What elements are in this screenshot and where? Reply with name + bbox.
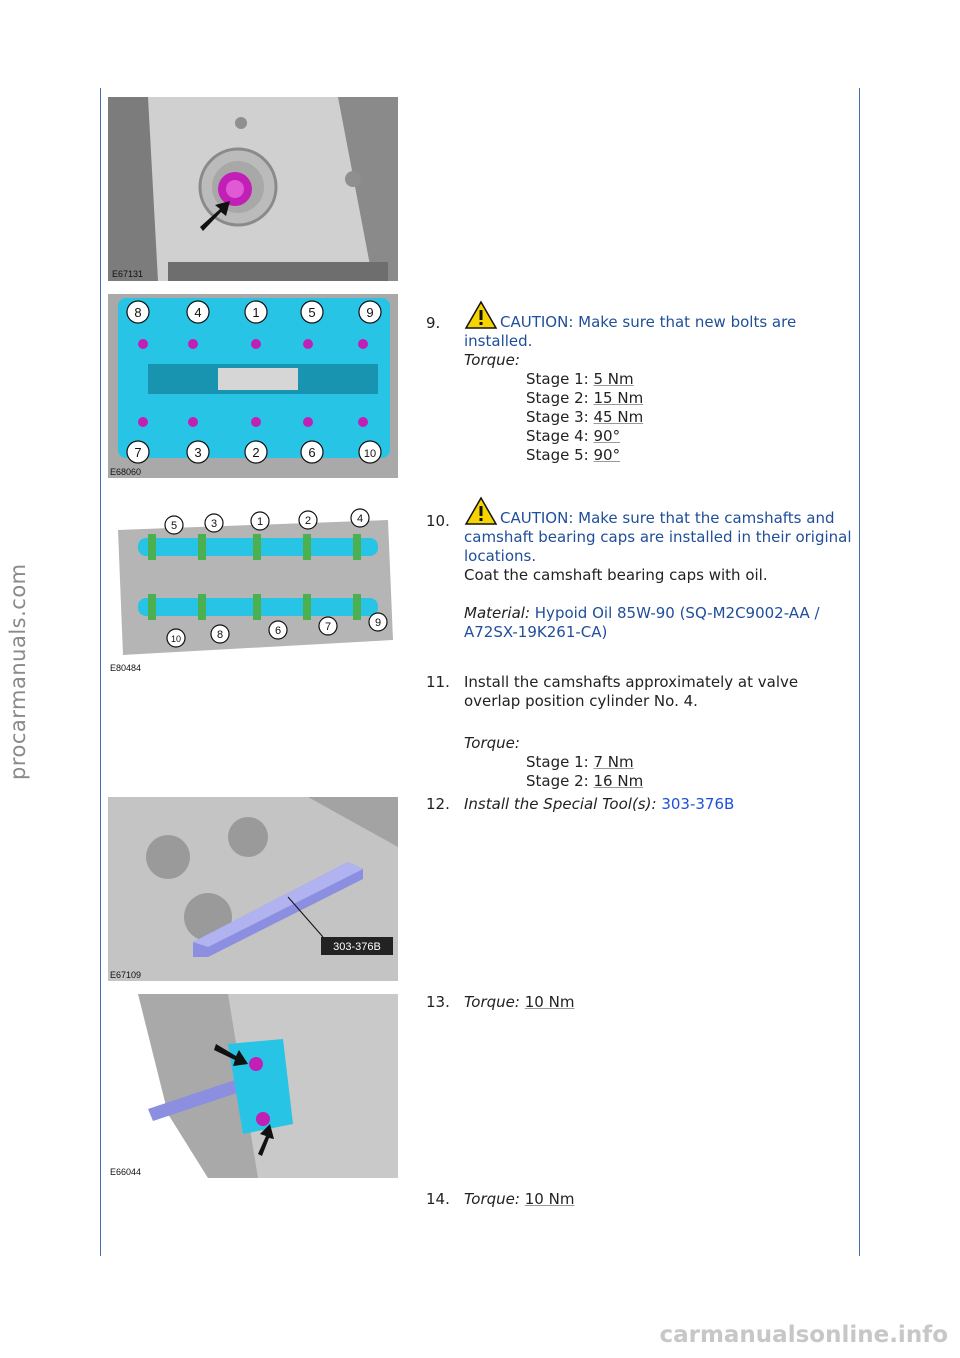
cap-label: 6	[274, 625, 282, 637]
left-margin-rule	[100, 88, 101, 1256]
torque-value: 10 Nm	[524, 993, 575, 1011]
torque-label: Torque:	[464, 351, 520, 369]
torque-stage: Stage 2: 15 Nm	[526, 389, 644, 407]
step-number: 14.	[426, 1190, 450, 1208]
caution-text: CAUTION: Make sure that new bolts are installed.	[464, 313, 797, 350]
cap-label: 9	[374, 617, 382, 629]
bottom-watermark: carmanualsonline.info	[659, 1322, 948, 1348]
torque-label: Torque:	[464, 1190, 520, 1208]
torque-stage: Stage 4: 90°	[526, 427, 621, 445]
step-text: Install the camshafts approximately at valve overlap position cylinder No. 4.	[464, 673, 799, 710]
figure-tensioner	[108, 994, 398, 1178]
torque-stage: Stage 2: 16 Nm	[526, 772, 644, 790]
sequence-label: 4	[194, 305, 202, 320]
warning-icon	[464, 300, 498, 330]
tool-label: 303-376B	[333, 941, 381, 953]
torque-stage: Stage 5: 90°	[526, 446, 621, 464]
figure-bolt-sequence	[108, 294, 398, 478]
step-number: 10.	[426, 512, 450, 530]
cap-label: 4	[356, 513, 364, 525]
sequence-label: 7	[134, 445, 142, 460]
sequence-label: 5	[308, 305, 316, 320]
figure-code: E68060	[110, 467, 142, 477]
torque-label: Torque:	[464, 734, 520, 752]
step-number: 12.	[426, 795, 450, 813]
torque-stage: Stage 1: 7 Nm	[526, 753, 634, 771]
sequence-label: 3	[194, 445, 202, 460]
sequence-label: 1	[252, 305, 260, 320]
cap-label: 5	[170, 520, 178, 532]
step-number: 9.	[426, 314, 441, 332]
step-text: Coat the camshaft bearing caps with oil.	[464, 566, 768, 584]
torque-stage: Stage 1: 5 Nm	[526, 370, 634, 388]
step-number: 13.	[426, 993, 450, 1011]
figure-code: E67109	[110, 970, 142, 980]
sequence-label: 2	[252, 445, 260, 460]
figure-code: E66044	[110, 1167, 142, 1177]
figure-camshafts	[108, 490, 398, 674]
warning-icon	[464, 496, 498, 526]
right-margin-rule	[859, 88, 860, 1256]
sequence-label: 9	[366, 305, 374, 320]
figure-code: E67131	[112, 269, 144, 279]
caution-text: CAUTION: Make sure that the camshafts and camshaft bearing caps are installed in their original locations.	[464, 509, 852, 565]
sequence-label: 10	[363, 448, 377, 460]
cap-label: 10	[170, 634, 182, 644]
figure-special-tool	[108, 797, 398, 981]
figure-crankshaft-bolt	[108, 97, 398, 281]
sequence-label: 6	[308, 445, 316, 460]
torque-value: 10 Nm	[524, 1190, 575, 1208]
cap-label: 2	[304, 515, 312, 527]
cap-label: 8	[216, 629, 224, 641]
special-tool-link[interactable]: 303-376B	[661, 795, 735, 813]
figure-code: E80484	[110, 663, 142, 673]
cap-label: 1	[256, 516, 264, 528]
cap-label: 7	[324, 621, 332, 633]
special-tool-label: Install the Special Tool(s):	[464, 795, 657, 813]
torque-label: Torque:	[464, 993, 520, 1011]
cap-label: 3	[210, 518, 218, 530]
material-line: Material: Hypoid Oil 85W-90 (SQ-M2C9002-AA / A72SX-19K261-CA)	[464, 604, 820, 641]
side-watermark: procarmanuals.com	[6, 563, 30, 780]
step-number: 11.	[426, 673, 450, 691]
sequence-label: 8	[134, 305, 142, 320]
torque-stage: Stage 3: 45 Nm	[526, 408, 644, 426]
